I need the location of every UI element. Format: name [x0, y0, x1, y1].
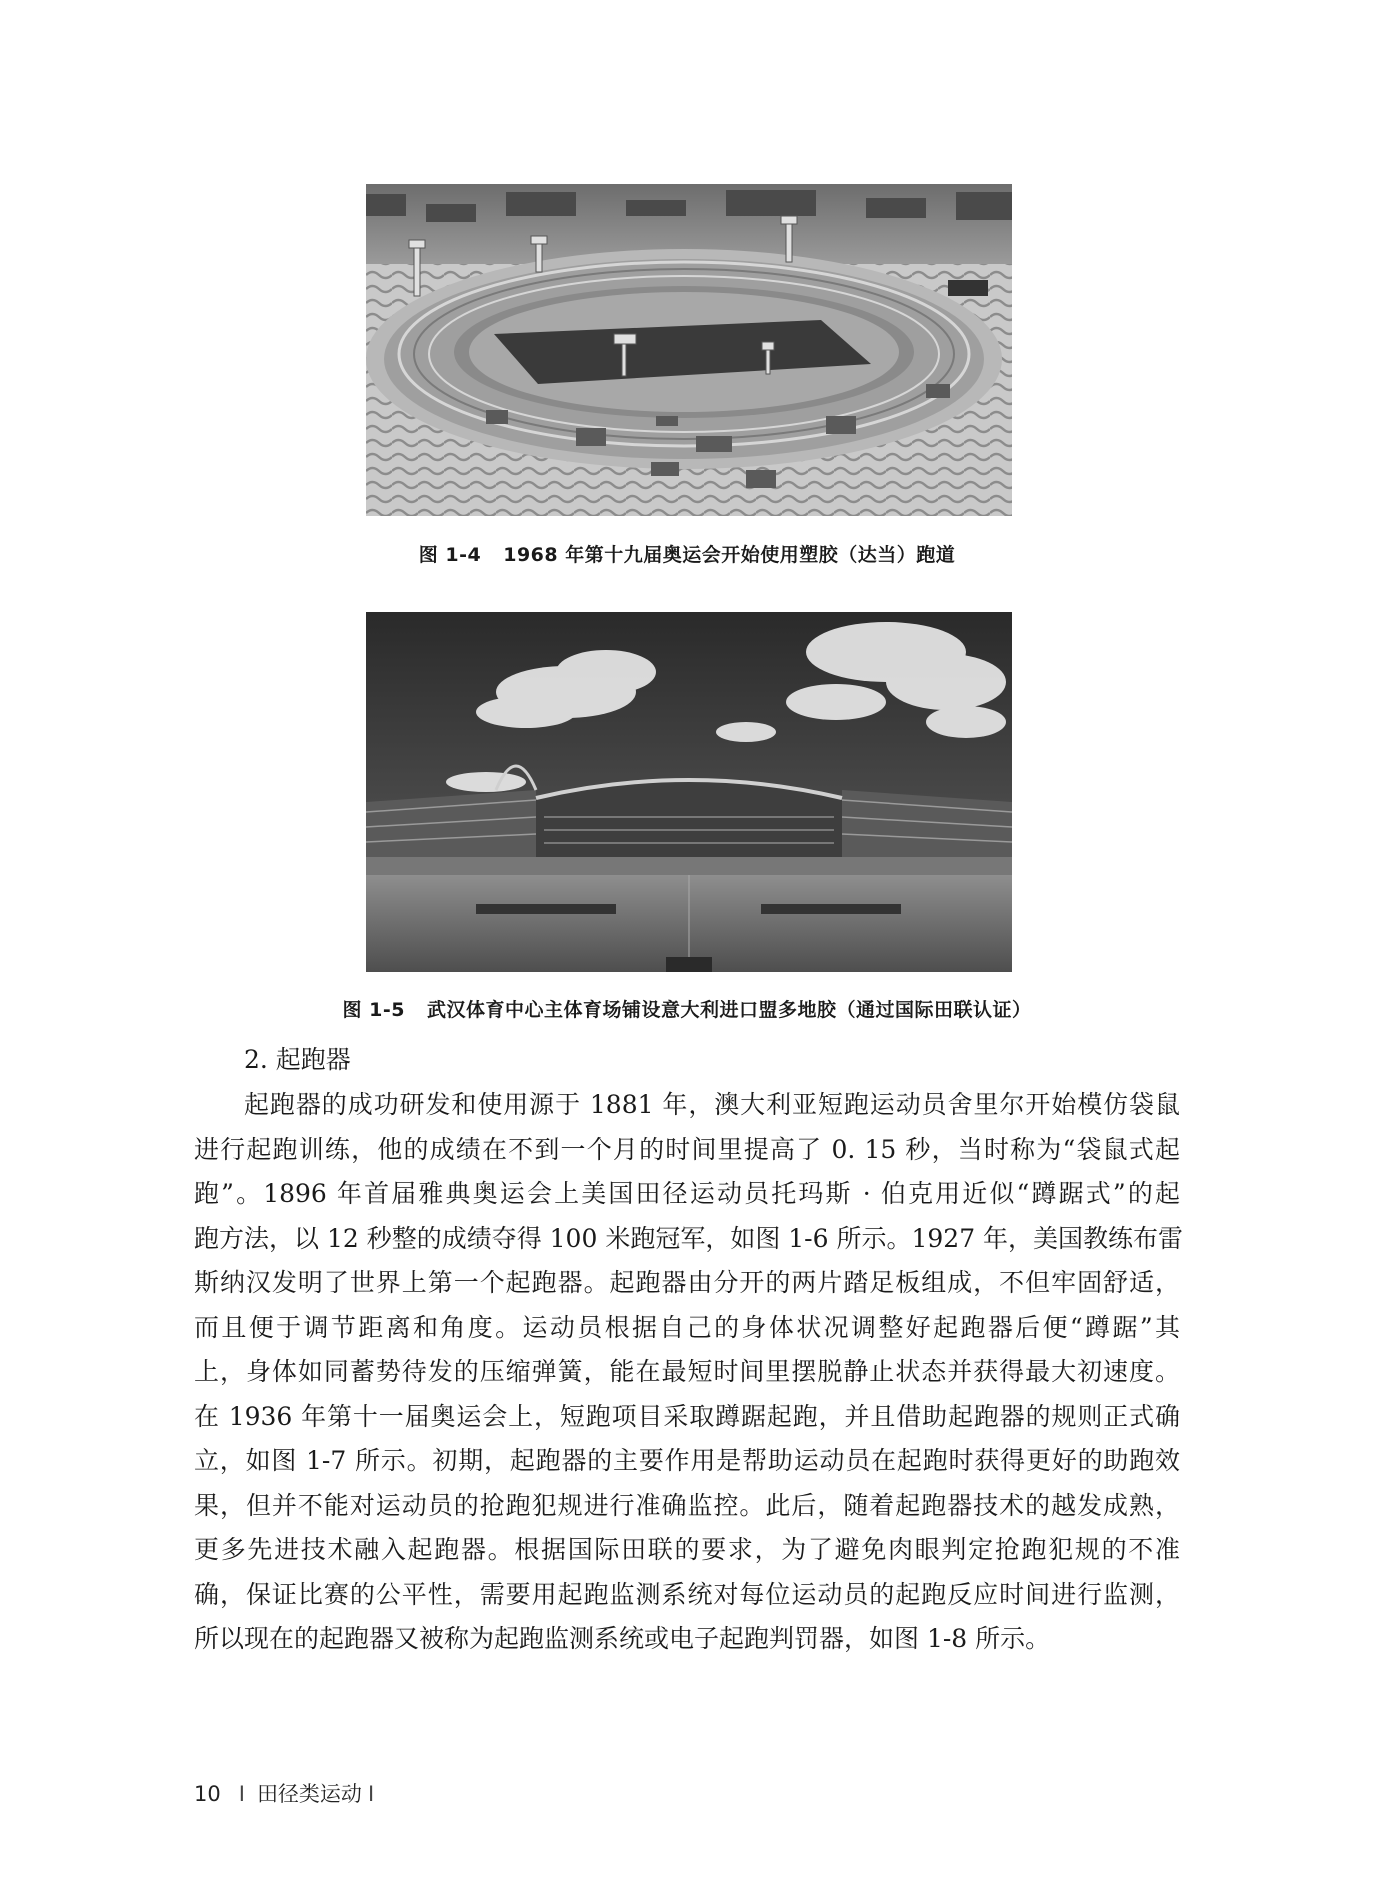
paragraph-line: 而且便于调节距离和角度。运动员根据自己的身体状况调整好起跑器后便“蹲踞”其 [194, 1312, 1180, 1342]
figure-1-4-caption [0, 540, 1374, 567]
book-title: 田径类运动 [256, 1782, 362, 1806]
figure-1-4-number: 图 1-4 [418, 544, 482, 566]
footer-separator: I [238, 1782, 245, 1806]
body-paragraph [194, 1083, 1184, 1662]
stadium-aerial-image [366, 184, 1012, 516]
paragraph-line: 进行起跑训练，他的成绩在不到一个月的时间里提高了 0. 15 秒，当时称为“袋鼠式起 [194, 1134, 1180, 1164]
paragraph-line: 跑方法，以 12 秒整的成绩夺得 100 米跑冠军，如图 1-6 所示。1927 年，美国教练布雷 [194, 1223, 1184, 1253]
paragraph-line: 上，身体如同蓄势待发的压缩弹簧，能在最短时间里摆脱静止状态并获得最大初速度。 [194, 1357, 1180, 1386]
paragraph-line: 斯纳汉发明了世界上第一个起跑器。起跑器由分开的两片踏足板组成，不但牢固舒适， [194, 1268, 1180, 1297]
paragraph-line: 跑”。1896 年首届雅典奥运会上美国田径运动员托玛斯 · 伯克用近似“蹲踞式”的起 [194, 1179, 1180, 1208]
figure-1-4-caption-text: 1968 年第十九届奥运会开始使用塑胶（达当）跑道 [503, 544, 956, 566]
page-number: 10 [194, 1782, 221, 1806]
paragraph-line: 在 1936 年第十一届奥运会上，短跑项目采取蹲踞起跑，并且借助起跑器的规则正式确 [194, 1401, 1180, 1431]
paragraph-line: 果，但并不能对运动员的抢跑犯规进行准确监控。此后，随着起跑器技术的越发成熟， [194, 1490, 1180, 1520]
figure-1-5-caption-text: 武汉体育中心主体育场铺设意大利进口盟多地胶（通过国际田联认证） [426, 999, 1032, 1021]
footer-separator: I [367, 1782, 375, 1806]
figure-1-4-photo [366, 184, 1012, 516]
figure-1-5-caption [0, 995, 1374, 1022]
paragraph-line: 起跑器的成功研发和使用源于 1881 年，澳大利亚短跑运动员舍里尔开始模仿袋鼠 [244, 1090, 1180, 1119]
page-footer [194, 1778, 374, 1808]
paragraph-line: 更多先进技术融入起跑器。根据国际田联的要求，为了避免肉眼判定抢跑犯规的不准 [194, 1535, 1180, 1564]
paragraph-line: 确，保证比赛的公平性，需要用起跑监测系统对每位运动员的起跑反应时间进行监测， [194, 1579, 1180, 1609]
section-heading: 2. 起跑器 [244, 1045, 351, 1074]
figure-1-5-number: 图 1-5 [342, 999, 405, 1021]
paragraph-line: 立，如图 1-7 所示。初期，起跑器的主要作用是帮助运动员在起跑时获得更好的助跑效 [194, 1446, 1180, 1475]
figure-1-5-photo [366, 612, 1012, 972]
paragraph-line: 所以现在的起跑器又被称为起跑监测系统或电子起跑判罚器，如图 1-8 所示。 [194, 1624, 1051, 1653]
stadium-interior-image [366, 612, 1012, 972]
